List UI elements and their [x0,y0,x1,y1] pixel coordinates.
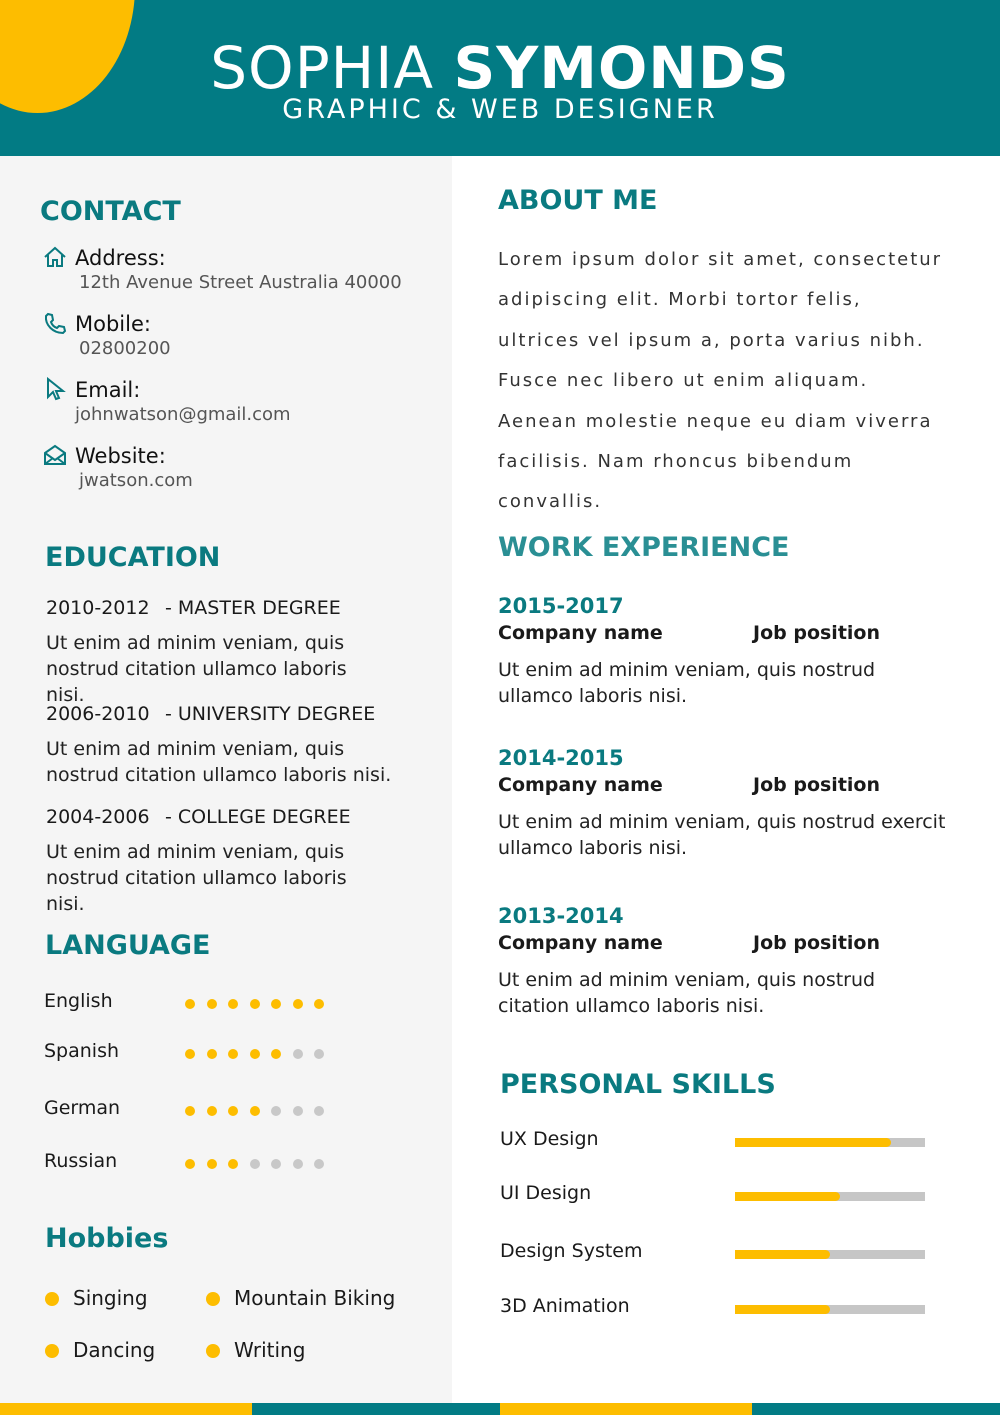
level-dot [293,1106,303,1116]
level-dot [271,1049,281,1059]
contact-value[interactable]: jwatson.com [79,470,193,491]
footer-stripe-yellow [0,1403,252,1415]
footer-stripe-teal [252,1403,500,1415]
company-name: Company name [498,622,663,644]
level-dot [228,1159,238,1169]
skill-bar [735,1250,925,1259]
education-heading: EDUCATION [45,542,221,573]
level-dot [271,999,281,1009]
education-desc: Ut enim ad minim veniam, quis nostrud citation ullamco laboris nisi. [46,632,347,706]
level-dot [271,1106,281,1116]
cursor-icon [43,377,67,401]
level-dot [228,999,238,1009]
job-position: Job position [753,622,880,644]
work-desc: Ut enim ad minim veniam, quis nostrud ullamco laboris nisi. [498,659,876,707]
contact-value: 12th Avenue Street Australia 40000 [79,272,402,293]
job-position: Job position [753,774,880,796]
level-dot [314,1049,324,1059]
footer-stripe-teal [752,1403,1000,1415]
level-dot [228,1106,238,1116]
home-icon [43,245,67,269]
envelope-icon [43,443,67,467]
level-dot [185,1159,195,1169]
first-name: SOPHIA [210,34,435,102]
level-dot [293,1159,303,1169]
education-degree: - UNIVERSITY DEGREE [165,703,376,725]
education-desc: Ut enim ad minim veniam, quis nostrud citation ullamco laboris nisi. [46,841,347,915]
language-name: German [44,1097,121,1119]
skill-bar-fill [735,1305,830,1314]
skill-bar-fill [735,1192,840,1201]
work-years: 2014-2015 [498,746,624,770]
language-name: Spanish [44,1040,120,1062]
contact-value[interactable]: johnwatson@gmail.com [75,404,291,425]
contact-label: Website: [75,444,166,468]
skill-bar [735,1305,925,1314]
education-years: 2010-2012 [46,597,150,619]
education-degree: - COLLEGE DEGREE [165,806,351,828]
work-heading: WORK EXPERIENCE [498,532,790,563]
language-name: English [44,990,113,1012]
level-dot [293,1049,303,1059]
education-years: 2006-2010 [46,703,150,725]
contact-heading: CONTACT [40,196,181,227]
last-name: SYMONDS [453,34,790,102]
company-name: Company name [498,932,663,954]
language-heading: LANGUAGE [45,930,211,961]
full-name [0,34,1000,102]
bullet-icon [206,1292,220,1306]
language-level [185,1106,336,1116]
level-dot [250,1159,260,1169]
phone-icon [43,311,67,335]
level-dot [314,1106,324,1116]
contact-label: Mobile: [75,312,151,336]
contact-label: Email: [75,378,141,402]
skill-name: 3D Animation [500,1295,630,1317]
job-title: GRAPHIC & WEB DESIGNER [282,94,718,125]
work-desc: Ut enim ad minim veniam, quis nostrud citation ullamco laboris nisi. [498,969,876,1017]
work-years: 2013-2014 [498,904,624,928]
work-years: 2015-2017 [498,594,624,618]
bullet-icon [45,1292,59,1306]
hobby-item: Singing [73,1286,148,1310]
language-level [185,1159,336,1169]
skill-name: UX Design [500,1128,599,1150]
skill-name: Design System [500,1240,643,1262]
level-dot [207,999,217,1009]
education-years: 2004-2006 [46,806,150,828]
skill-name: UI Design [500,1182,592,1204]
bullet-icon [45,1344,59,1358]
skill-bar-fill [735,1138,891,1147]
job-position: Job position [753,932,880,954]
skills-heading: PERSONAL SKILLS [500,1069,776,1100]
level-dot [185,1106,195,1116]
contact-label: Address: [75,246,166,270]
about-heading: ABOUT ME [498,185,658,216]
hobby-item: Mountain Biking [234,1286,396,1310]
level-dot [250,999,260,1009]
education-degree: - MASTER DEGREE [165,597,341,619]
level-dot [314,1159,324,1169]
level-dot [185,1049,195,1059]
level-dot [250,1049,260,1059]
footer-stripe-yellow [500,1403,752,1415]
company-name: Company name [498,774,663,796]
education-desc: Ut enim ad minim veniam, quis nostrud citation ullamco laboris nisi. [46,738,392,786]
about-text: Lorem ipsum dolor sit amet, consectetur adipiscing elit. Morbi tortor felis, ultrices vel ipsum a, porta varius nibh. Fusce nec libero ut enim aliquam. Aenean molestie neque eu diam viverra facilisis. Nam rhoncus bibendum convallis. [498,249,943,513]
skill-bar [735,1192,925,1201]
level-dot [250,1106,260,1116]
level-dot [207,1049,217,1059]
language-level [185,1049,336,1059]
hobby-item: Writing [234,1338,306,1362]
level-dot [228,1049,238,1059]
skill-bar [735,1138,925,1147]
level-dot [207,1159,217,1169]
level-dot [185,999,195,1009]
skill-bar-fill [735,1250,830,1259]
level-dot [293,999,303,1009]
hobbies-heading: Hobbies [45,1223,169,1254]
contact-value: 02800200 [79,338,171,359]
level-dot [271,1159,281,1169]
language-name: Russian [44,1150,118,1172]
language-level [185,999,336,1009]
work-desc: Ut enim ad minim veniam, quis nostrud exercit ullamco laboris nisi. [498,811,946,859]
level-dot [314,999,324,1009]
header-banner [0,0,1000,156]
level-dot [207,1106,217,1116]
bullet-icon [206,1344,220,1358]
hobby-item: Dancing [73,1338,156,1362]
